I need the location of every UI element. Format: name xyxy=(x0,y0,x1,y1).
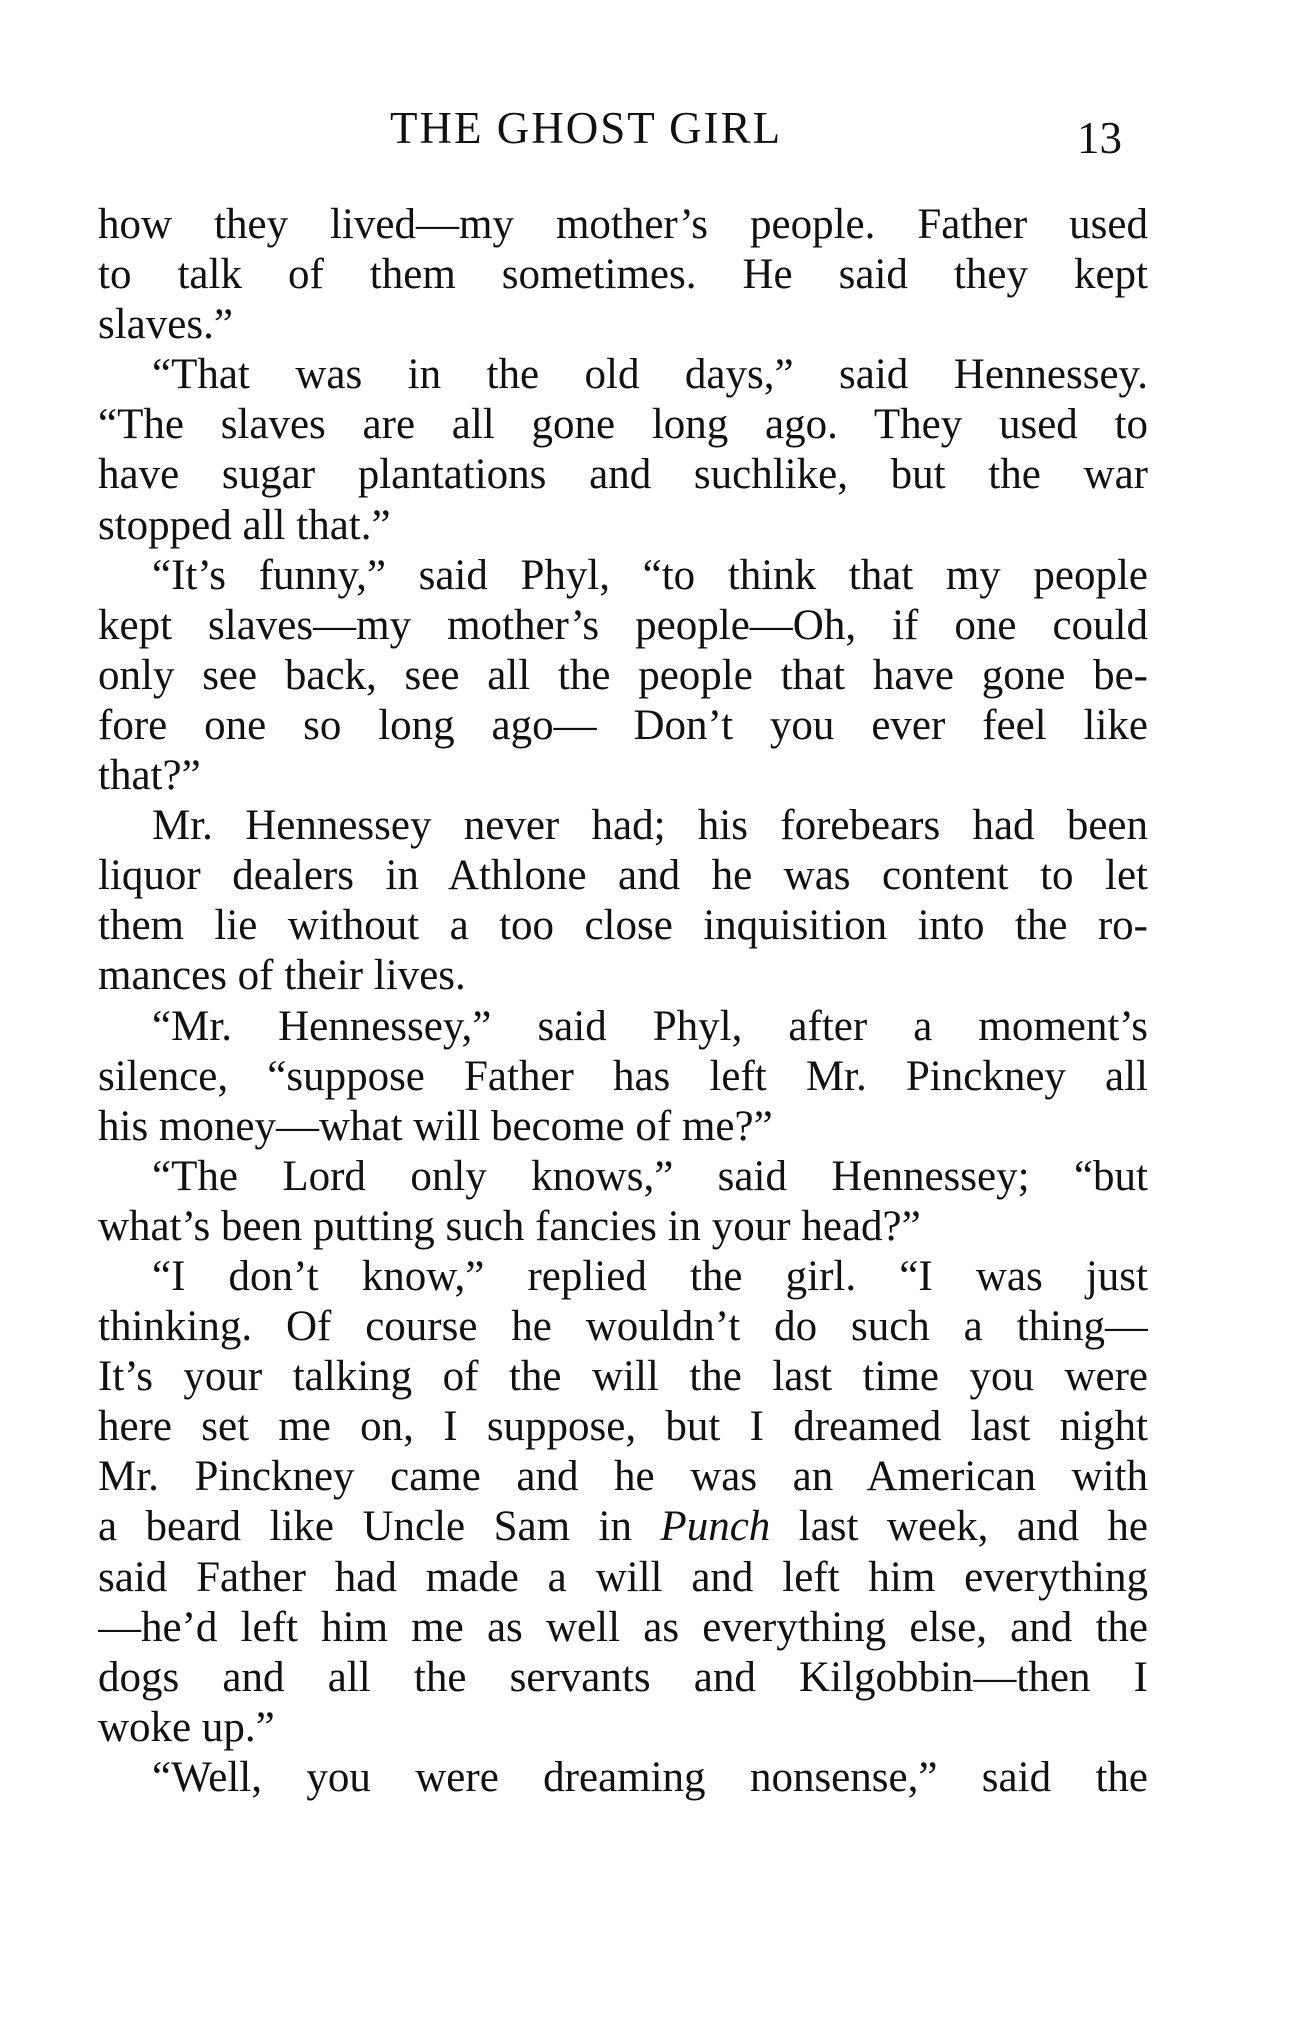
text-line: his money—what will become of me?” xyxy=(98,1102,773,1150)
text-line: mances of their lives. xyxy=(98,952,466,1000)
text-line: “The Lord only knows,” said Hennessey; “but xyxy=(152,1152,1148,1200)
text-line: to talk of them sometimes. He said they kept xyxy=(98,251,1148,299)
text-line: what’s been putting such fancies in your head?” xyxy=(98,1202,921,1250)
text-line: only see back, see all the people that have gone be- xyxy=(98,651,1148,699)
text-line-with-italic xyxy=(98,1502,1148,1552)
text-line: stopped all that.” xyxy=(98,501,391,549)
page-number: 13 xyxy=(1077,113,1122,163)
text-line: liquor dealers in Athlone and he was content to let xyxy=(98,852,1148,900)
text-line: how they lived—my mother’s people. Father used xyxy=(98,201,1148,248)
text-line: silence, “suppose Father has left Mr. Pinckney all xyxy=(98,1052,1148,1100)
text-line: fore one so long ago— Don’t you ever feel like xyxy=(98,701,1148,749)
text-line: said Father had made a will and left him everything xyxy=(98,1553,1148,1601)
text-line: —he’d left him me as well as everything else, and the xyxy=(98,1603,1148,1651)
text-line: thinking. Of course he wouldn’t do such a thing— xyxy=(98,1303,1148,1351)
text-line: “That was in the old days,” said Hennessey. xyxy=(152,351,1148,399)
italic-title-punch: Punch xyxy=(660,1503,771,1551)
text-line: that?” xyxy=(98,752,201,800)
text-line: Mr. Hennessey never had; his forebears had been xyxy=(152,802,1148,850)
text-line: slaves.” xyxy=(98,301,233,349)
text-line: Mr. Pinckney came and he was an American with xyxy=(98,1453,1148,1501)
text-line: “The slaves are all gone long ago. They used to xyxy=(98,401,1148,449)
text-line: them lie without a too close inquisition into the ro- xyxy=(98,902,1148,950)
text-line: “I don’t know,” replied the girl. “I was just xyxy=(152,1252,1148,1300)
text-line: “Well, you were dreaming nonsense,” said the xyxy=(152,1753,1148,1801)
text-line: It’s your talking of the will the last time you were xyxy=(98,1353,1148,1401)
text-line: “Mr. Hennessey,” said Phyl, after a moment’s xyxy=(152,1002,1148,1050)
text-line: have sugar plantations and suchlike, but the war xyxy=(98,451,1148,499)
page-header xyxy=(0,102,1304,162)
text-line: dogs and all the servants and Kilgobbin—then I xyxy=(98,1653,1148,1701)
text-line: kept slaves—my mother’s people—Oh, if one could xyxy=(98,601,1148,649)
running-title: THE GHOST GIRL xyxy=(390,103,783,153)
body-text xyxy=(98,200,1148,1803)
text-line: “It’s funny,” said Phyl, “to think that my people xyxy=(152,551,1148,599)
text-line: here set me on, I suppose, but I dreamed last night xyxy=(98,1403,1148,1451)
text-segment: a beard like Uncle Sam in xyxy=(98,1503,661,1551)
text-line: woke up.” xyxy=(98,1703,275,1751)
text-segment: last week, and he xyxy=(770,1503,1148,1551)
